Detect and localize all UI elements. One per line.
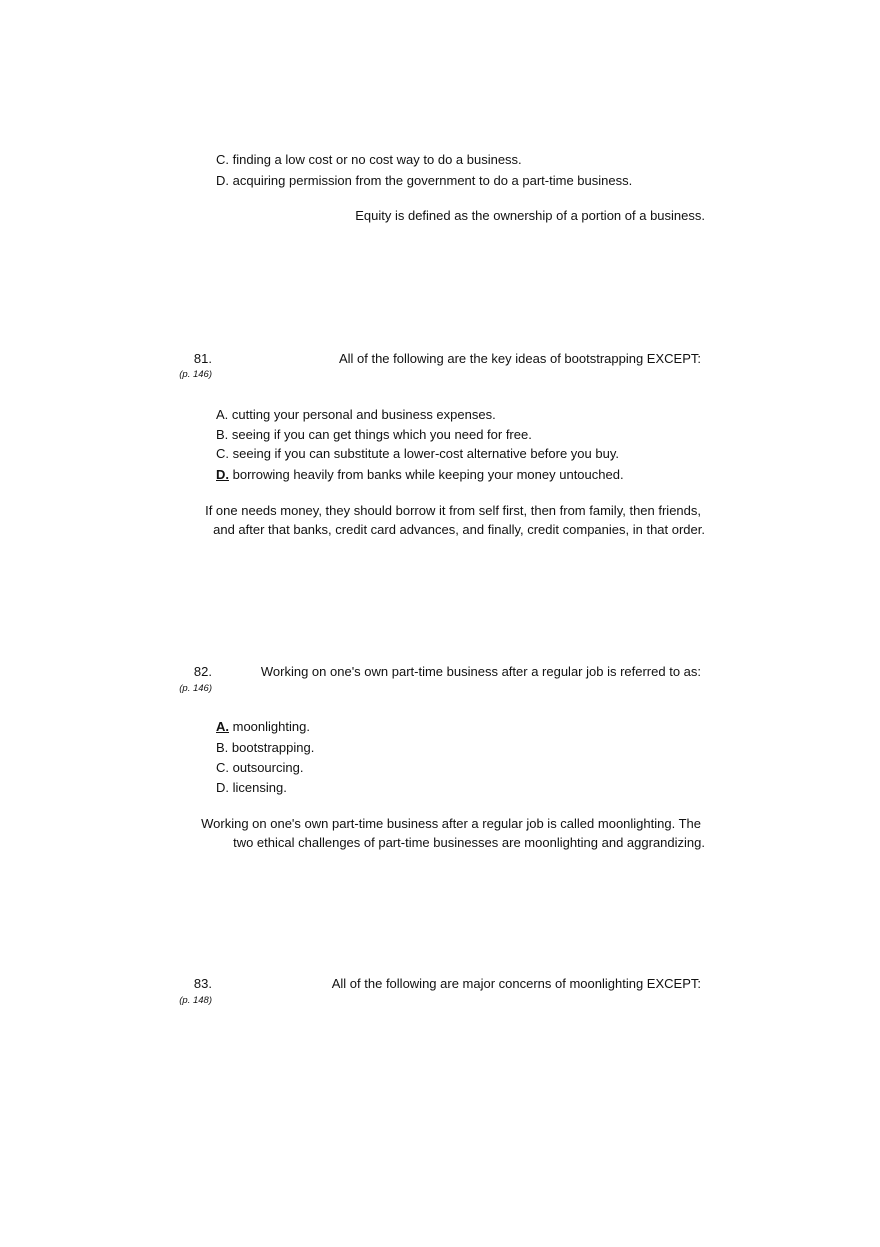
question-text: Working on one's own part-time business after a regular job is referred to as: bbox=[260, 664, 701, 679]
option-a-correct bbox=[216, 719, 310, 735]
option-letter: B. bbox=[216, 740, 229, 755]
question-text: All of the following are the key ideas of bootstrapping EXCEPT: bbox=[338, 351, 701, 366]
option-text: seeing if you can get things which you need for free. bbox=[231, 427, 532, 442]
option-b bbox=[216, 740, 314, 756]
explanation-line: Working on one's own part-time business after a regular job is called moonlighting. The bbox=[201, 816, 701, 831]
option-a bbox=[216, 407, 496, 423]
option-text: outsourcing. bbox=[232, 760, 304, 775]
option-letter: C. bbox=[216, 760, 229, 775]
page-reference: (p. 148) bbox=[179, 995, 212, 1006]
option-d-correct bbox=[216, 467, 624, 483]
option-c bbox=[216, 760, 303, 776]
page-reference: (p. 146) bbox=[179, 683, 212, 694]
option-letter: D. bbox=[216, 173, 229, 188]
correct-answer-letter: D. bbox=[216, 467, 229, 482]
option-text: seeing if you can substitute a lower-cost alternative before you buy. bbox=[232, 446, 619, 461]
page-reference: (p. 146) bbox=[179, 369, 212, 380]
explanation-line: two ethical challenges of part-time businesses are moonlighting and aggrandizing. bbox=[233, 835, 705, 850]
option-text: finding a low cost or no cost way to do a business. bbox=[232, 152, 522, 167]
option-text: bootstrapping. bbox=[231, 740, 315, 755]
option-text: cutting your personal and business expenses. bbox=[231, 407, 496, 422]
option-letter: C. bbox=[216, 446, 229, 461]
explanation-line: and after that banks, credit card advances, and finally, credit companies, in that order. bbox=[213, 522, 705, 537]
correct-answer-letter: A. bbox=[216, 719, 229, 734]
option-text: licensing. bbox=[232, 780, 287, 795]
question-number: 83. bbox=[193, 976, 212, 991]
option-letter: D. bbox=[216, 780, 229, 795]
option-c bbox=[216, 152, 522, 168]
option-letter: C. bbox=[216, 152, 229, 167]
question-number: 82. bbox=[193, 664, 212, 679]
option-text: acquiring permission from the government to do a part-time business. bbox=[232, 173, 633, 188]
question-text: All of the following are major concerns of moonlighting EXCEPT: bbox=[331, 976, 701, 991]
option-letter: A. bbox=[216, 407, 229, 422]
option-letter: B. bbox=[216, 427, 229, 442]
option-text: borrowing heavily from banks while keeping your money untouched. bbox=[232, 467, 624, 482]
option-d bbox=[216, 780, 287, 796]
explanation-line: If one needs money, they should borrow it from self first, then from family, then friends, bbox=[205, 503, 701, 518]
option-d bbox=[216, 173, 632, 189]
option-b bbox=[216, 427, 532, 443]
question-number: 81. bbox=[193, 351, 212, 366]
option-text: moonlighting. bbox=[232, 719, 310, 734]
explanation: Equity is defined as the ownership of a portion of a business. bbox=[355, 208, 705, 223]
option-c bbox=[216, 446, 619, 462]
